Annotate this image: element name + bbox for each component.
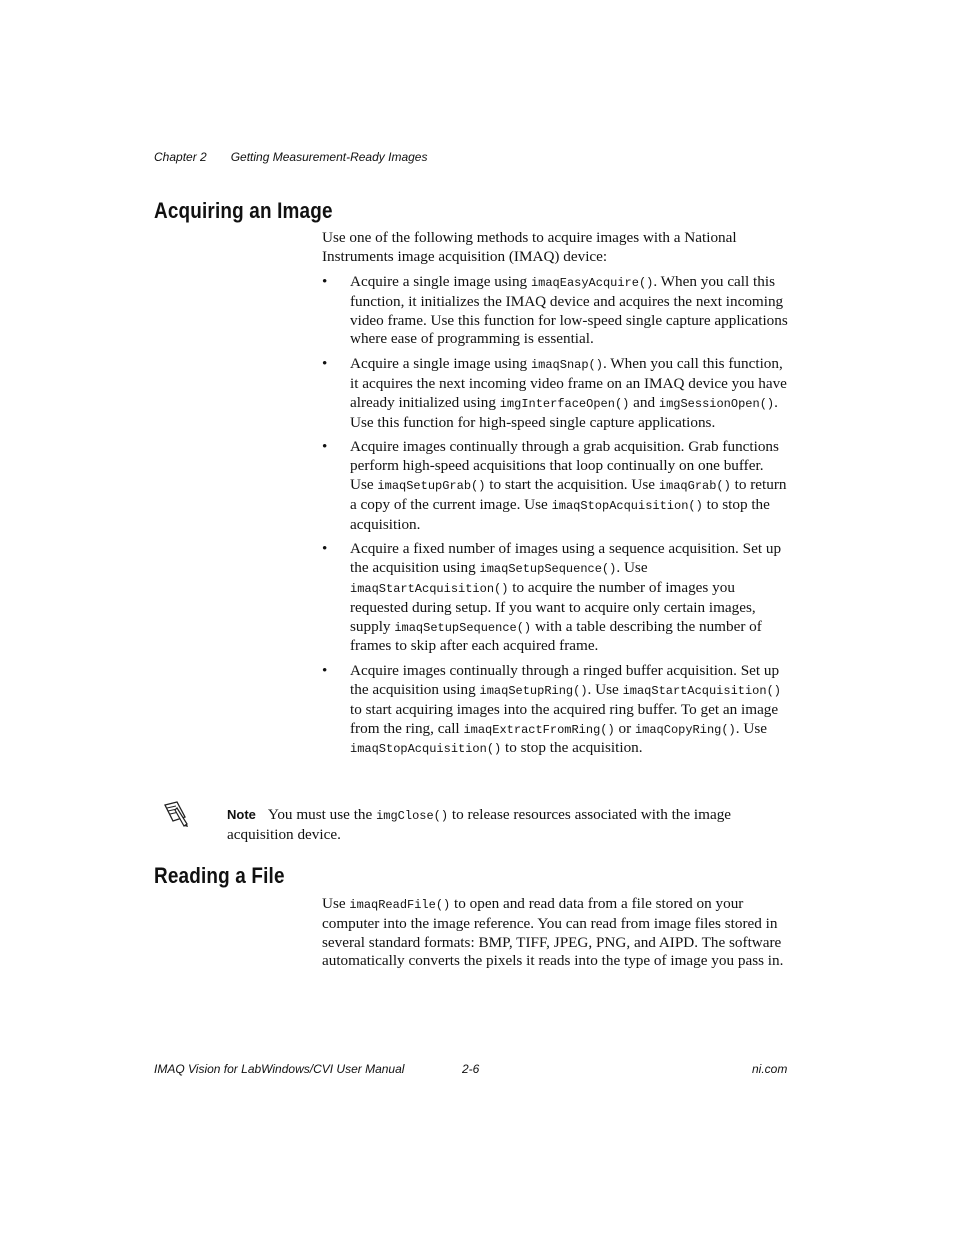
bullet-marker: • [322,438,328,456]
code-imaqStartAcquisition: imaqStartAcquisition() [622,683,781,698]
code-imaqStopAcquisition: imaqStopAcquisition() [551,498,703,513]
list-item: • Acquire images continually through a grab acquisition. Grab functions perform high-speed acquisitions that loop continually on one buffer. Use imaqSetupGrab() to start the acquisition. Use imaqGrab() to return a copy of the current image. Use imaqStopAcquisition() to stop the acquisition. [322,438,787,533]
running-header [154,150,427,164]
list-item: • Acquire a single image using imaqSnap(). When you call this function, it acquires the next incoming video frame on an IMAQ device you have already initialized using imgInterfaceOpen() and imgSessionOpen(). Use this function for high-speed single capture applications. [322,355,787,431]
chapter-title: Getting Measurement-Ready Images [230,150,428,164]
code-imaqStartAcquisition: imaqStartAcquisition() [350,581,509,596]
code-imaqSetupSequence: imaqSetupSequence() [394,620,532,635]
code-imgInterfaceOpen: imgInterfaceOpen() [499,396,630,411]
footer-manual-title: IMAQ Vision for LabWindows/CVI User Manual [154,1062,405,1076]
acquiring-intro: Use one of the following methods to acquire images with a National Instruments image acquisition (IMAQ) device: [322,229,737,265]
code-imaqCopyRing: imaqCopyRing() [634,722,736,737]
section-title-reading: Reading a File [154,863,285,888]
code-imaqSetupGrab: imaqSetupGrab() [377,478,486,493]
code-imaqSetupSequence: imaqSetupSequence() [479,562,617,577]
note-callout: Note You must use the imgClose() to release resources associated with the image acquisition device. [227,806,732,843]
code-imaqReadFile: imaqReadFile() [349,898,451,912]
code-imaqSetupRing: imaqSetupRing() [479,683,588,698]
list-item: • Acquire a single image using imaqEasyAcquire(). When you call this function, it initializes the IMAQ device and acquires the next incoming video frame. Use this function for low-speed single capture applications where ease of programming is essential. [322,273,788,348]
list-item: • Acquire images continually through a ringed buffer acquisition. Set up the acquisition using imaqSetupRing(). Use imaqStartAcquisition() to start acquiring images into the acquired ring buffer. To get an image from the ring, call imaqExtractFromRing() or imaqCopyRing(). Use imaqStopAcquisition() to stop the acquisition. [322,662,781,757]
code-imaqEasyAcquire: imaqEasyAcquire() [530,276,654,290]
section-title-acquiring: Acquiring an Image [154,198,333,223]
code-imgSessionOpen: imgSessionOpen() [658,396,775,411]
code-imaqSnap: imaqSnap() [530,358,603,373]
chapter-number: Chapter 2 [154,150,207,164]
bullet-marker: • [322,662,328,680]
bullet-marker: • [322,273,328,290]
bullet-marker: • [322,540,328,558]
reading-paragraph: Use imaqReadFile() to open and read data from a file stored on your computer into the image reference. You can read from image files stored in several standard formats: BMP, TIFF, JPEG, PNG, and AIPD. The software automatically converts the pixels it reads into the type of image you pass in. [322,895,784,970]
code-imaqGrab: imaqGrab() [658,478,731,493]
bullet-marker: • [322,355,328,373]
acquisition-methods-list [322,273,788,765]
code-imaqExtractFromRing: imaqExtractFromRing() [463,722,615,737]
footer-page-number: 2-6 [462,1062,480,1076]
code-imaqStopAcquisition: imaqStopAcquisition() [350,742,502,757]
note-pen-icon [162,800,190,828]
list-item: • Acquire a fixed number of images using a sequence acquisition. Set up the acquisition using imaqSetupSequence(). Use imaqStartAcquisition() to acquire the number of images you requested during setup. If you want to acquire only certain images, supply imaqSetupSequence() with a table describing the number of frames to skip after each acquired frame. [322,540,782,655]
footer-site: ni.com [752,1062,788,1076]
code-imgClose: imgClose() [376,809,449,823]
note-label: Note [227,807,256,822]
